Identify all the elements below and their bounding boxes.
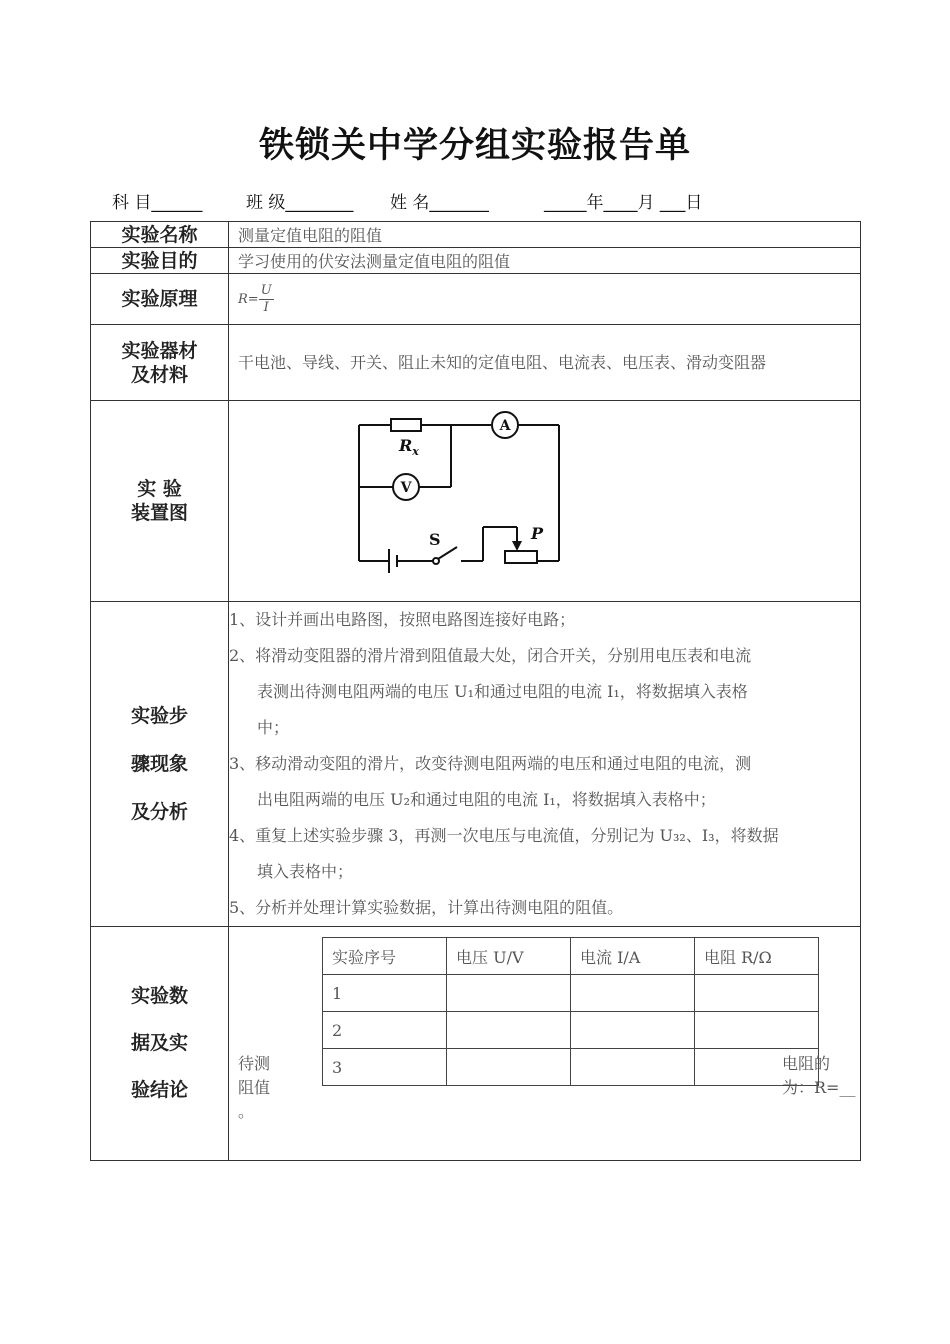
- voltmeter-label: V: [400, 480, 412, 496]
- subject-field: 科 目______: [112, 193, 203, 213]
- rheostat: [505, 551, 537, 563]
- purpose-label: 实验目的: [91, 248, 229, 274]
- conclusion-left-line2: 阻值: [238, 1078, 271, 1097]
- apparatus-label-line1: 实 验: [137, 478, 182, 500]
- row-index: 1: [323, 975, 447, 1012]
- data-table: [322, 937, 819, 1086]
- step-2-line2: 表测出待测电阻两端的电压 U₁和通过电阻的电流 I₁，将数据填入表格: [257, 682, 748, 701]
- step-4-line2: 填入表格中；: [257, 862, 354, 881]
- report-table: [90, 221, 861, 1161]
- formula-denominator: I: [263, 299, 269, 315]
- name-label: 实验名称: [91, 222, 229, 248]
- step-2-line1: 2、将滑动变阻器的滑片滑到阻值最大处，闭合开关，分别用电压表和电流: [229, 646, 752, 665]
- data-cell: [229, 927, 861, 1161]
- header-resistance: 电阻 R/Ω: [695, 938, 819, 975]
- steps-label: [91, 602, 229, 927]
- circuit-diagram: [229, 401, 862, 601]
- steps-label-line2: 骤现象: [130, 753, 188, 775]
- step-3-line1: 3、移动滑动变阻的滑片，改变待测电阻两端的电压和通过电阻的电流，测: [229, 754, 752, 773]
- apparatus-label: [91, 401, 229, 602]
- steps-label-line3: 及分析: [130, 801, 188, 823]
- row-index: 2: [323, 1012, 447, 1049]
- switch-blade: [438, 547, 457, 559]
- voltage-input[interactable]: [447, 975, 571, 1012]
- conclusion-right-line1: 电阻的: [782, 1054, 831, 1073]
- formula-lhs: R=: [238, 291, 259, 307]
- voltage-input[interactable]: [447, 1012, 571, 1049]
- resistor-rx: [391, 419, 421, 431]
- data-label: [91, 927, 229, 1161]
- conclusion-left-line3: 。: [238, 1102, 255, 1121]
- conclusion-right-text: [782, 1052, 855, 1100]
- resistance-input[interactable]: [695, 1012, 819, 1049]
- data-label-line3: 验结论: [130, 1079, 188, 1101]
- data-label-line2: 据及实: [130, 1032, 188, 1054]
- formula-numerator: U: [260, 282, 272, 298]
- switch-label: S: [429, 530, 441, 549]
- row-index: 3: [323, 1049, 447, 1086]
- header-index: 实验序号: [323, 938, 447, 975]
- conclusion-right-line2: 为：R=__: [782, 1078, 856, 1097]
- steps-content: [229, 602, 861, 927]
- step-5: 5、分析并处理计算实验数据，计算出待测电阻的阻值。: [229, 898, 624, 917]
- step-2-line3: 中；: [257, 718, 290, 737]
- principle-label: 实验原理: [91, 274, 229, 325]
- apparatus-label-line2: 装置图: [130, 502, 188, 524]
- materials-label-line2: 及材料: [130, 363, 188, 386]
- current-input[interactable]: [571, 975, 695, 1012]
- name-value: 测量定值电阻的阻值: [229, 222, 861, 248]
- ammeter-label: A: [499, 418, 511, 434]
- header-voltage: 电压 U/V: [447, 938, 571, 975]
- page-title: 铁锁关中学分组实验报告单: [258, 126, 691, 166]
- apparatus-cell: [229, 401, 861, 602]
- header-current: 电流 I/A: [571, 938, 695, 975]
- rx-label: $R_x$: [399, 436, 419, 458]
- materials-label-line1: 实验器材: [121, 339, 198, 362]
- student-name-field: 姓 名_______: [390, 193, 489, 213]
- date-field: _____年____月 ___日: [544, 193, 703, 213]
- purpose-value: 学习使用的伏安法测量定值电阻的阻值: [229, 248, 861, 274]
- current-input[interactable]: [571, 1012, 695, 1049]
- conclusion-left-line1: 待测: [238, 1054, 271, 1073]
- principle-formula: [229, 274, 861, 325]
- materials-label: [91, 325, 229, 401]
- table-row: [323, 1012, 819, 1049]
- steps-label-line1: 实验步: [130, 705, 188, 727]
- data-label-line1: 实验数: [130, 985, 188, 1007]
- data-table-header: [323, 938, 819, 975]
- table-row: [323, 1049, 819, 1086]
- class-field: 班 级________: [246, 193, 354, 213]
- slider-label: P: [531, 524, 544, 543]
- table-row: [323, 975, 819, 1012]
- materials-value: 干电池、导线、开关、阻止未知的定值电阻、电流表、电压表、滑动变阻器: [229, 325, 861, 401]
- current-input[interactable]: [571, 1049, 695, 1086]
- slider-arrow: [512, 541, 522, 551]
- formula-fraction: [259, 283, 274, 316]
- voltage-input[interactable]: [447, 1049, 571, 1086]
- conclusion-left-text: [238, 1052, 270, 1124]
- step-3-line2: 出电阻两端的电压 U₂和通过电阻的电流 I₁，将数据填入表格中；: [257, 790, 716, 809]
- resistance-input[interactable]: [695, 975, 819, 1012]
- step-1: 1、设计并画出电路图，按照电路图连接好电路；: [229, 610, 576, 629]
- step-4-line1: 4、重复上述实验步骤 3，再测一次电压与电流值，分别记为 U₃₂、I₃，将数据: [229, 826, 779, 845]
